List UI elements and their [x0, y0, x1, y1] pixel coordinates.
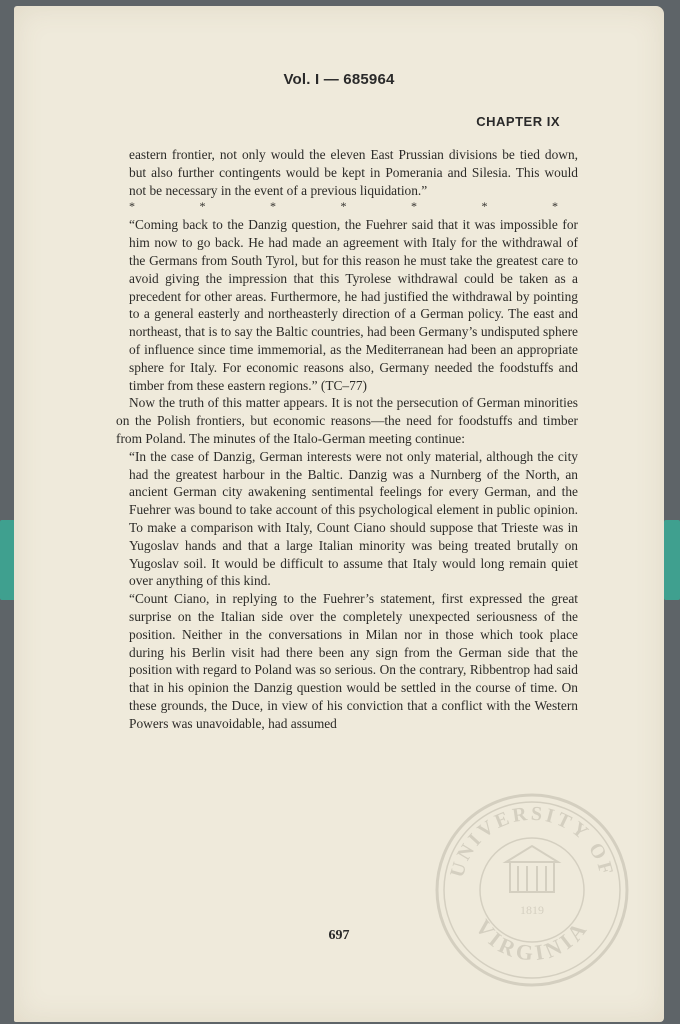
page-number: 697: [328, 928, 350, 943]
binder-tab-right: [664, 520, 680, 600]
paragraph-truth: Now the truth of this matter appears. It is not the persecution of German minorities on the Polish frontiers, but economic reasons—the need for foodstuffs and timber from Poland. The minutes of the Italo-German meeting continue:: [116, 395, 578, 446]
paragraph-ciano-reply: “Count Ciano, in replying to the Fuehrer’s statement, first expressed the great surprise on the Italian side over the completely unexpected seriousness of the position. Neither in the conversations in Milan nor in those which took place during his Berlin visit had there been any sign from the German side that the position with regard to Poland was so serious. On the contrary, Ribbentrop had said that in his opinion the Danzig question would be settled in the course of time. On these grounds, the Duce, in view of his conviction that a conflict with the Western Powers was unavoidable, had assumed: [129, 591, 578, 731]
star: *: [199, 199, 206, 214]
chapter-heading: CHAPTER IX: [476, 114, 560, 129]
document-page: [14, 6, 664, 1022]
star: *: [129, 199, 135, 214]
star: *: [270, 199, 276, 214]
seal-year: 1819: [520, 903, 544, 917]
star: *: [481, 199, 488, 214]
seal-top-text: UNIVERSITY OF: [446, 802, 618, 880]
section-break: [116, 199, 578, 216]
paragraph-danzig-question: “Coming back to the Danzig question, the Fuehrer said that it was impossible for him now to go back. He had made an agreement with Italy for the withdrawal of the Germans from South Tyrol, but for this reason he must take the greatest care to avoid giving the impression that this Tyrolese withdrawal could be taken as a precedent for other areas. Furthermore, he had justified the withdrawal by pointing to a general easterly and northeasterly direction of a German policy. The east and northeast, that is to say the Baltic countries, had been Germany’s undisputed sphere of influence since time immemorial, as the Mediterranean had been an appropriate sphere for Italy. For economic reasons also, Germany needed the foodstuffs and timber from these eastern regions.” (TC–77): [129, 217, 578, 393]
star: *: [552, 199, 558, 214]
body-text: [116, 146, 578, 733]
volume-header: Vol. I — 685964: [283, 71, 395, 88]
star: *: [340, 199, 347, 214]
paragraph-danzig-interests: “In the case of Danzig, German interests were not only material, although the city had the greatest harbour in the Baltic. Danzig was a Nurnberg of the North, an ancient German city awakening sentimental feelings for every German, and the Fuehrer was bound to take account of this psychological element in public opinion. To make a comparison with Italy, Count Ciano should suppose that Trieste was in Yugoslav hands and that a large Italian minority was being treated brutally on Yugoslav soil. It would be difficult to assume that Italy would long remain quiet over anything of this kind.: [129, 448, 578, 589]
star: *: [411, 199, 417, 214]
paragraph-continuation: eastern frontier, not only would the eleven East Prussian divisions be tied down, but also further contingents would be kept in Pomerania and Silesia. This would not be necessary in the event of a previous liquidation.”: [129, 147, 578, 198]
seal-bottom-text: VIRGINIA: [470, 914, 594, 966]
